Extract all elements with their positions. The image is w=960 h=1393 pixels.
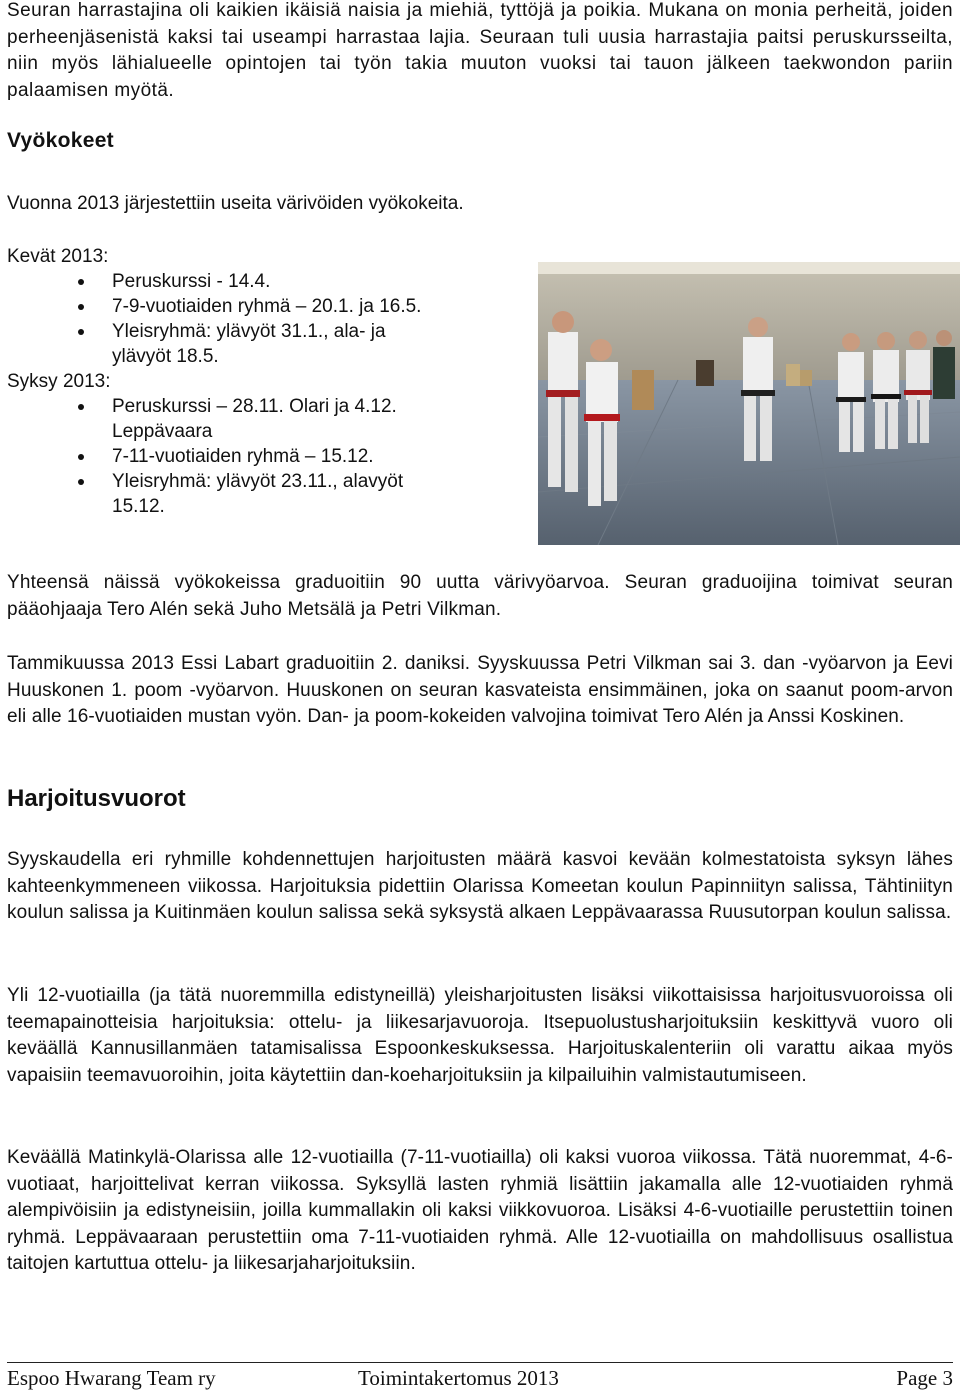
- bullet-icon: [78, 304, 84, 310]
- harjoitusvuorot-paragraph-2: Yli 12-vuotiailla (ja tätä nuoremmilla edistyneillä) yleisharjoitusten lisäksi viikottaisissa harjoitusvuoroissa oli teemapainotteisia harjoituksia: ottelu- ja liikesarjavuoroja. Itsepuolustusharjoituksiin keskittyvä vuoro oli keväällä Kannusillanmäen tatamisalissa Espoonkeskuksessa. Harjoituskalenteriin oli varattu aikaa myös vapaisiin teemavuoroihin, joita käytettiin dan-koeharjoituksiin ja kilpailuihin valmistautumiseen.: [7, 985, 953, 1086]
- footer-organization: Espoo Hwarang Team ry: [7, 1366, 216, 1390]
- list-item: Peruskurssi – 28.11. Olari ja 4.12. Leppävaara: [7, 394, 527, 444]
- harjoitusvuorot-paragraph-3: Keväällä Matinkylä-Olarissa alle 12-vuotiailla (7-11-vuotiailla) oli kaksi vuoroa viikossa. Tätä nuoremmat, 4-6-vuotiaat, harjoittelivat kerran viikossa. Syksyllä lasten ryhmiä lisättiin jakamalla alle 12-vuotiaiden ryhmä alempivöisiin ja edistyneisiin, joilla kummallakin oli kaksi viikkovuoroa. Lisäksi 4-6-vuotiaille perustettiin toinen ryhmä. Leppävaaraan perustettiin oma 7-11-vuotiaiden ryhmä. Alle 12-vuotiailla on mahdollisuus osallistua taitojen kartuttua ottelu- ja liikesarjaharjoituksiin.: [7, 1147, 953, 1274]
- section-heading-vyokokeet: Vyökokeet: [7, 129, 114, 152]
- footer-page-number: Page 3: [896, 1366, 953, 1390]
- list-item: Yleisryhmä: ylävyöt 23.11., alavyöt 15.12.: [7, 469, 527, 519]
- spring-list: [7, 269, 527, 369]
- list-item: Peruskurssi - 14.4.: [7, 269, 527, 294]
- section-heading-harjoitusvuorot: Harjoitusvuorot: [7, 785, 186, 812]
- autumn-label: Syksy 2013:: [7, 371, 111, 392]
- autumn-list: [7, 394, 527, 519]
- bullet-icon: [78, 404, 84, 410]
- vyokokeet-paragraph-1: Yhteensä näissä vyökokeissa graduoitiin 90 uutta värivyöarvoa. Seuran graduoijina toimivat seuran pääohjaaja Tero Alén sekä Juho Metsälä ja Petri Vilkman.: [7, 572, 953, 620]
- belt-exam-schedule: [7, 244, 527, 519]
- intro-paragraph: Seuran harrastajina oli kaikien ikäisiä naisia ja miehiä, tyttöjä ja poikia. Mukana on monia perheitä, joiden perheenjäsenistä kaksi tai useampi harrastaa lajia. Seuraan tuli uusia harrastajia paitsi peruskursseilta, niin myös lähialueelle opintojen tai työn takia muuton vuoksi tai tauon jälkeen taekwondon pariin palaamisen myötä.: [7, 0, 953, 101]
- bullet-icon: [78, 279, 84, 285]
- list-item: Yleisryhmä: ylävyöt 31.1., ala- ja ylävyöt 18.5.: [7, 319, 527, 369]
- vyokokeet-intro: Vuonna 2013 järjestettiin useita värivöiden vyökokeita.: [7, 193, 464, 214]
- page-footer: [7, 1362, 953, 1393]
- bullet-icon: [78, 479, 84, 485]
- spring-label: Kevät 2013:: [7, 246, 109, 267]
- bullet-icon: [78, 329, 84, 335]
- list-item: 7-9-vuotiaiden ryhmä – 20.1. ja 16.5.: [7, 294, 527, 319]
- footer-document-title: Toimintakertomus 2013: [358, 1366, 559, 1390]
- list-item: 7-11-vuotiaiden ryhmä – 15.12.: [7, 444, 527, 469]
- vyokokeet-paragraph-2: Tammikuussa 2013 Essi Labart graduoitiin 2. daniksi. Syyskuussa Petri Vilkman sai 3. dan -vyöarvon ja Eevi Huuskonen 1. poom -vyöarvon. Huuskonen on seuran kasvateista ensimmäinen, joka on saanut poom-arvon eli alle 16-vuotiaiden mustan vyön. Dan- ja poom-kokeiden valvojina toimivat Tero Alén ja Anssi Koskinen.: [7, 653, 953, 727]
- training-photo: [538, 262, 960, 545]
- bullet-icon: [78, 454, 84, 460]
- harjoitusvuorot-paragraph-1: Syyskaudella eri ryhmille kohdennettujen harjoitusten määrä kasvoi kevään kolmestatoista syksyn lähes kahteenkymmeneen viikossa. Harjoituksia pidettiin Olarissa Komeetan koulun Papinniityn salissa, Tähtiniityn koulun salissa ja Kuitinmäen koulun salissa sekä syksystä alkaen Leppävaarassa Ruusutorpan koulun salissa.: [7, 849, 953, 923]
